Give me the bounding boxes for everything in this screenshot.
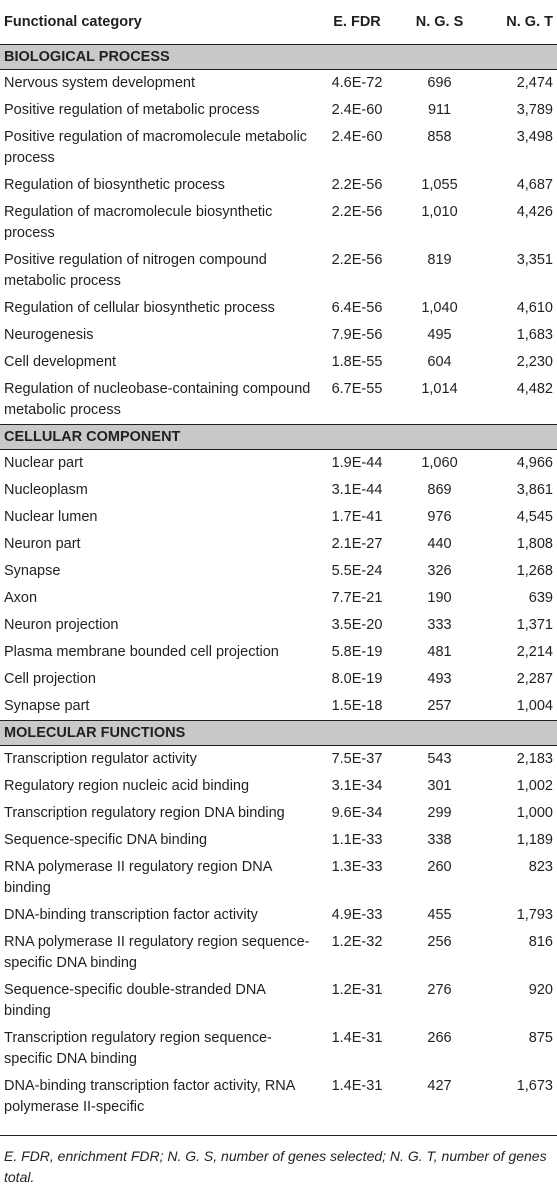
- cell-n-g-s: 260: [427, 859, 452, 875]
- cell-n-g-t: 1,002: [516, 778, 553, 794]
- table-row: [0, 322, 557, 349]
- cell-functional-category: Regulation of nucleobase-containing compound metabolic process: [4, 381, 311, 418]
- cell-n-g-t: 2,183: [516, 751, 553, 767]
- cell-functional-category: Positive regulation of nitrogen compound metabolic process: [4, 252, 267, 289]
- cell-e-fdr: 3.1E-44: [331, 482, 383, 498]
- table-row: [0, 124, 557, 172]
- section-header-row: [0, 721, 557, 746]
- cell-functional-category: Regulatory region nucleic acid binding: [4, 778, 250, 794]
- cell-e-fdr: 2.1E-27: [331, 536, 383, 552]
- cell-n-g-s: 493: [427, 671, 452, 687]
- cell-n-g-s: 604: [427, 354, 452, 370]
- cell-e-fdr: 4.9E-33: [331, 907, 383, 923]
- table-header: [0, 0, 557, 45]
- cell-n-g-s: 338: [427, 832, 452, 848]
- cell-n-g-t: 2,214: [516, 644, 553, 660]
- cell-functional-category: Positive regulation of metabolic process: [4, 102, 260, 118]
- cell-n-g-s: 869: [427, 482, 452, 498]
- cell-e-fdr: 1.2E-31: [331, 982, 383, 998]
- cell-n-g-t: 1,673: [516, 1078, 553, 1094]
- cell-functional-category: Regulation of biosynthetic process: [4, 177, 225, 193]
- cell-e-fdr: 1.4E-31: [331, 1030, 383, 1046]
- cell-e-fdr: 1.1E-33: [331, 832, 383, 848]
- section-title: BIOLOGICAL PROCESS: [0, 45, 557, 70]
- section-title: MOLECULAR FUNCTIONS: [0, 721, 557, 746]
- table-row: [0, 199, 557, 247]
- table-row: [0, 97, 557, 124]
- cell-e-fdr: 1.3E-33: [331, 859, 383, 875]
- cell-e-fdr: 8.0E-19: [331, 671, 383, 687]
- table-row: [0, 800, 557, 827]
- cell-functional-category: Transcription regulator activity: [4, 751, 197, 767]
- cell-e-fdr: 2.4E-60: [331, 102, 383, 118]
- cell-n-g-t: 3,789: [516, 102, 553, 118]
- table-row: [0, 172, 557, 199]
- section-header-row: [0, 425, 557, 450]
- cell-n-g-t: 2,474: [516, 75, 553, 91]
- cell-functional-category: DNA-binding transcription factor activity, RNA polymerase II-specific: [4, 1078, 295, 1115]
- table-row: [0, 693, 557, 721]
- cell-n-g-t: 1,004: [516, 698, 553, 714]
- cell-e-fdr: 2.2E-56: [331, 177, 383, 193]
- table-row: [0, 666, 557, 693]
- cell-n-g-t: 1,000: [516, 805, 553, 821]
- cell-n-g-s: 333: [427, 617, 452, 633]
- table-row: [0, 1025, 557, 1073]
- cell-e-fdr: 6.7E-55: [331, 381, 383, 397]
- table-row: [0, 531, 557, 558]
- cell-e-fdr: 7.5E-37: [331, 751, 383, 767]
- cell-functional-category: Synapse: [4, 563, 61, 579]
- cell-n-g-t: 4,482: [516, 381, 553, 397]
- cell-e-fdr: 4.6E-72: [331, 75, 383, 91]
- header-row: [0, 0, 557, 45]
- cell-n-g-s: 257: [427, 698, 452, 714]
- cell-n-g-s: 858: [427, 129, 452, 145]
- cell-n-g-t: 4,545: [516, 509, 553, 525]
- cell-e-fdr: 2.2E-56: [331, 204, 383, 220]
- cell-functional-category: Neurogenesis: [4, 327, 94, 343]
- table-footnote: E. FDR, enrichment FDR; N. G. S, number of genes selected; N. G. T, number of genes total.: [0, 1135, 557, 1188]
- cell-e-fdr: 7.9E-56: [331, 327, 383, 343]
- cell-e-fdr: 1.7E-41: [331, 509, 383, 525]
- cell-e-fdr: 3.1E-34: [331, 778, 383, 794]
- cell-n-g-t: 816: [528, 934, 553, 950]
- cell-functional-category: Axon: [4, 590, 38, 606]
- header-n-g-s: N. G. S: [402, 0, 477, 45]
- cell-n-g-t: 1,793: [516, 907, 553, 923]
- cell-n-g-s: 266: [427, 1030, 452, 1046]
- cell-e-fdr: 2.4E-60: [331, 129, 383, 145]
- cell-n-g-s: 696: [427, 75, 452, 91]
- cell-e-fdr: 1.5E-18: [331, 698, 383, 714]
- cell-n-g-t: 4,966: [516, 455, 553, 471]
- cell-n-g-s: 1,010: [421, 204, 458, 220]
- cell-functional-category: Cell development: [4, 354, 117, 370]
- cell-n-g-s: 190: [427, 590, 452, 606]
- cell-n-g-t: 3,351: [516, 252, 553, 268]
- cell-n-g-s: 543: [427, 751, 452, 767]
- table-row: [0, 977, 557, 1025]
- table-row: [0, 773, 557, 800]
- cell-functional-category: Transcription regulatory region sequence-specific DNA binding: [4, 1030, 272, 1067]
- cell-e-fdr: 7.7E-21: [331, 590, 383, 606]
- cell-e-fdr: 1.9E-44: [331, 455, 383, 471]
- cell-e-fdr: 1.2E-32: [331, 934, 383, 950]
- cell-n-g-t: 2,230: [516, 354, 553, 370]
- cell-n-g-t: 1,808: [516, 536, 553, 552]
- header-functional-category: Functional category: [0, 0, 312, 45]
- table-body: [0, 45, 557, 1122]
- cell-functional-category: Transcription regulatory region DNA binding: [4, 805, 285, 821]
- cell-n-g-t: 1,371: [516, 617, 553, 633]
- cell-n-g-t: 823: [528, 859, 553, 875]
- table-row: [0, 639, 557, 666]
- cell-e-fdr: 5.5E-24: [331, 563, 383, 579]
- cell-e-fdr: 5.8E-19: [331, 644, 383, 660]
- cell-n-g-s: 301: [427, 778, 452, 794]
- cell-n-g-s: 1,014: [421, 381, 458, 397]
- cell-e-fdr: 3.5E-20: [331, 617, 383, 633]
- cell-n-g-t: 875: [528, 1030, 553, 1046]
- table-row: [0, 376, 557, 425]
- cell-functional-category: RNA polymerase II regulatory region sequence-specific DNA binding: [4, 934, 310, 971]
- section-title: CELLULAR COMPONENT: [0, 425, 557, 450]
- table-row: [0, 827, 557, 854]
- cell-functional-category: Regulation of cellular biosynthetic process: [4, 300, 275, 316]
- cell-n-g-t: 3,861: [516, 482, 553, 498]
- cell-n-g-s: 1,040: [421, 300, 458, 316]
- table-row: [0, 854, 557, 902]
- cell-functional-category: Synapse part: [4, 698, 90, 714]
- cell-e-fdr: 2.2E-56: [331, 252, 383, 268]
- cell-n-g-t: 2,287: [516, 671, 553, 687]
- cell-n-g-s: 440: [427, 536, 452, 552]
- table-row: [0, 585, 557, 612]
- cell-n-g-s: 976: [427, 509, 452, 525]
- cell-n-g-s: 481: [427, 644, 452, 660]
- cell-n-g-t: 3,498: [516, 129, 553, 145]
- cell-n-g-s: 276: [427, 982, 452, 998]
- section-header-row: [0, 45, 557, 70]
- cell-n-g-t: 4,687: [516, 177, 553, 193]
- table-row: [0, 902, 557, 929]
- cell-e-fdr: 1.4E-31: [331, 1078, 383, 1094]
- cell-n-g-s: 299: [427, 805, 452, 821]
- cell-e-fdr: 9.6E-34: [331, 805, 383, 821]
- header-n-g-t: N. G. T: [477, 0, 557, 45]
- cell-functional-category: Nucleoplasm: [4, 482, 88, 498]
- cell-n-g-s: 455: [427, 907, 452, 923]
- cell-e-fdr: 1.8E-55: [331, 354, 383, 370]
- table-row: [0, 450, 557, 478]
- table-row: [0, 558, 557, 585]
- cell-functional-category: Sequence-specific DNA binding: [4, 832, 208, 848]
- cell-functional-category: Nuclear part: [4, 455, 83, 471]
- table-row: [0, 295, 557, 322]
- table-row: [0, 349, 557, 376]
- cell-functional-category: DNA-binding transcription factor activity: [4, 907, 258, 923]
- cell-functional-category: Neuron part: [4, 536, 81, 552]
- table-row: [0, 612, 557, 639]
- cell-n-g-t: 1,268: [516, 563, 553, 579]
- cell-n-g-s: 256: [427, 934, 452, 950]
- cell-functional-category: Positive regulation of macromolecule metabolic process: [4, 129, 308, 166]
- table-row: [0, 1073, 557, 1121]
- cell-n-g-t: 1,683: [516, 327, 553, 343]
- table-row: [0, 477, 557, 504]
- table-row: [0, 929, 557, 977]
- cell-functional-category: RNA polymerase II regulatory region DNA binding: [4, 859, 272, 896]
- cell-n-g-t: 4,610: [516, 300, 553, 316]
- table-row: [0, 746, 557, 774]
- cell-functional-category: Cell projection: [4, 671, 96, 687]
- table-row: [0, 247, 557, 295]
- cell-functional-category: Sequence-specific double-stranded DNA binding: [4, 982, 266, 1019]
- cell-n-g-s: 326: [427, 563, 452, 579]
- cell-functional-category: Nuclear lumen: [4, 509, 98, 525]
- cell-functional-category: Neuron projection: [4, 617, 119, 633]
- cell-functional-category: Regulation of macromolecule biosynthetic process: [4, 204, 273, 241]
- cell-e-fdr: 6.4E-56: [331, 300, 383, 316]
- cell-n-g-t: 639: [528, 590, 553, 606]
- cell-n-g-s: 911: [427, 102, 452, 118]
- cell-n-g-t: 920: [528, 982, 553, 998]
- cell-functional-category: Plasma membrane bounded cell projection: [4, 644, 279, 660]
- cell-n-g-t: 4,426: [516, 204, 553, 220]
- cell-functional-category: Nervous system development: [4, 75, 195, 91]
- cell-n-g-s: 1,055: [421, 177, 458, 193]
- cell-n-g-s: 427: [427, 1078, 452, 1094]
- cell-n-g-s: 1,060: [421, 455, 458, 471]
- cell-n-g-s: 495: [427, 327, 452, 343]
- cell-n-g-s: 819: [427, 252, 452, 268]
- header-e-fdr: E. FDR: [312, 0, 402, 45]
- table-row: [0, 504, 557, 531]
- cell-n-g-t: 1,189: [516, 832, 553, 848]
- table-row: [0, 70, 557, 98]
